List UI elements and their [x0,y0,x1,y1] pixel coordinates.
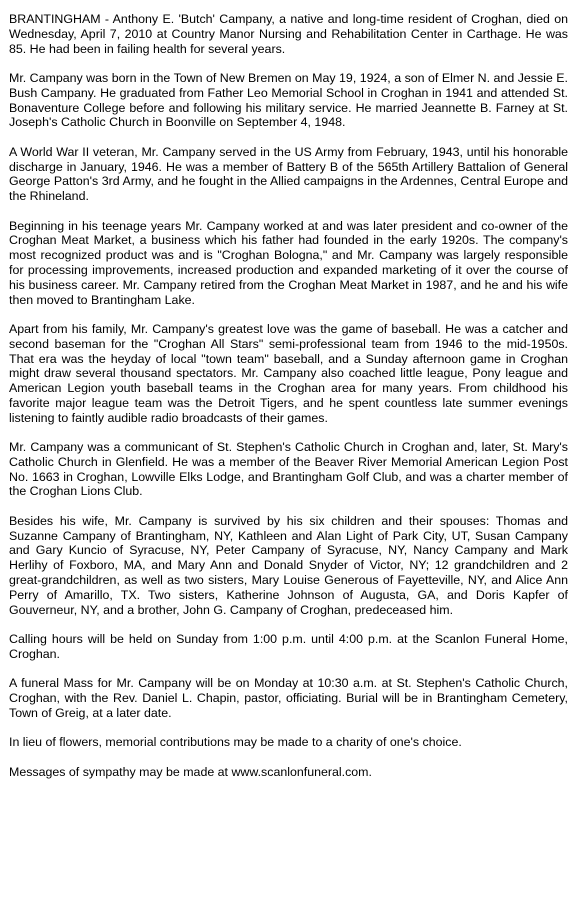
obituary-paragraph-baseball: Apart from his family, Mr. Campany's greatest love was the game of baseball. He was a catcher and second baseman for the "Croghan All Stars" semi-professional team from 1946 to the mid-1950s. That era was the heyday of local "town team" baseball, and a Sunday afternoon game in Croghan might draw several thousand spectators. Mr. Campany also coached little league, Pony league and American Legion youth baseball teams in the Croghan area for many years. From childhood his favorite major league team was the Detroit Tigers, and he spent countless late summer evenings listening to faintly audible radio broadcasts of their games. [9,321,568,425]
obituary-paragraph-career: Beginning in his teenage years Mr. Campany worked at and was later president and co-owner of the Croghan Meat Market, a business which his father had founded in the early 1920s. The company's most recognized product was and is "Croghan Bologna," and Mr. Campany was largely responsible for processing improvements, increased production and expanded marketing of it over the course of his business career. Mr. Campany retired from the Croghan Meat Market in 1987, and he and his wife then moved to Brantingham Lake. [9,218,568,307]
obituary-paragraph-condolences: Messages of sympathy may be made at www.scanlonfuneral.com. [9,764,372,779]
obituary-paragraph-calling-hours: Calling hours will be held on Sunday from 1:00 p.m. until 4:00 p.m. at the Scanlon Funeral Home, Croghan. [9,632,568,661]
obituary-paragraph-military: A World War II veteran, Mr. Campany served in the US Army from February, 1943, until his honorable discharge in January, 1946. He was a member of Battery B of the 565th Artillery Battalion of General George Patton's 3rd Army, and he fought in the Allied campaigns in the Ardennes, Central Europe and the Rhineland. [9,144,568,204]
obituary-paragraph-funeral: A funeral Mass for Mr. Campany will be on Monday at 10:30 a.m. at St. Stephen's Catholic Church, Croghan, with the Rev. Daniel L. Chapin, pastor, officiating. Burial will be in Brantingham Cemetery, Town of Greig, at a later date. [9,676,568,720]
obituary-paragraph-announcement: BRANTINGHAM - Anthony E. 'Butch' Campany, a native and long-time resident of Croghan, died on Wednesday, April 7, 2010 at Country Manor Nursing and Rehabilitation Center in Carthage. He was 85. He had been in failing health for several years. [9,12,568,56]
obituary-paragraph-memberships: Mr. Campany was a communicant of St. Stephen's Catholic Church in Croghan and, later, St. Mary's Catholic Church in Glenfield. He was a member of the Beaver River Memorial American Legion Post No. 1663 in Croghan, Lowville Elks Lodge, and Brantingham Golf Club, and was a charter member of the Croghan Lions Club. [9,440,568,499]
obituary-paragraph-memorial: In lieu of flowers, memorial contributions may be made to a charity of one's choice. [9,735,462,750]
obituary-paragraph-survivors: Besides his wife, Mr. Campany is survived by his six children and their spouses: Thomas and Suzanne Campany of Brantingham, NY, Kathleen and Alan Light of Park City, UT, Susan Campany and Gary Kuncio of Syracuse, NY, Peter Campany of Syracuse, NY, Nancy Campany and Mark Herlihy of Foxboro, MA, and Mary Ann and Donald Snyder of Victor, NY; 12 grandchildren and 2 great-grandchildren, as well as two sisters, Mary Louise Generous of Fayetteville, NY, and Alice Ann Perry of Amarillo, TX. Two sisters, Katherine Johnson of Augusta, GA, and Doris Kapfer of Gouverneur, NY, and a brother, John G. Campany of Croghan, predeceased him. [9,513,568,617]
obituary-paragraph-birth: Mr. Campany was born in the Town of New Bremen on May 19, 1924, a son of Elmer N. and Jessie E. Bush Campany. He graduated from Father Leo Memorial School in Croghan in 1941 and attended St. Bonaventure College before and following his military service. He married Jeannette B. Farney at St. Joseph's Catholic Church in Boonville on September 4, 1948. [9,70,568,130]
